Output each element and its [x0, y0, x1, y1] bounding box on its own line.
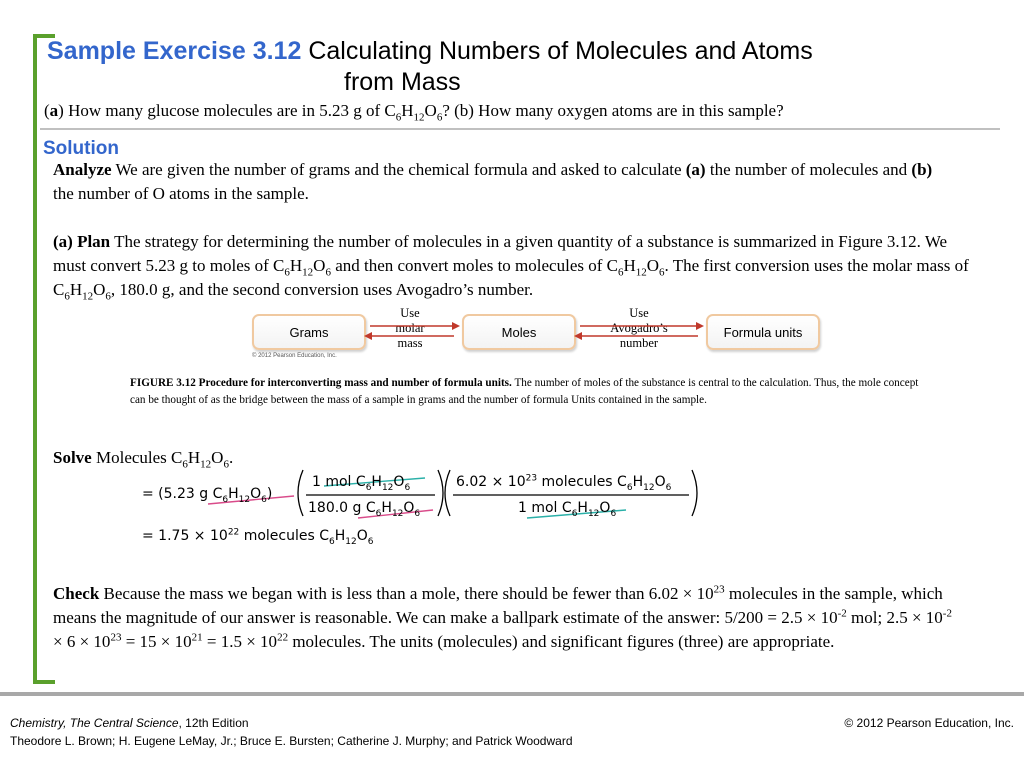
footer-book — [10, 716, 249, 730]
solution-equation — [142, 466, 722, 556]
solution-heading: Solution — [43, 138, 119, 159]
footer-edition: , 12th Edition — [178, 716, 249, 730]
paren-left-1 — [298, 470, 303, 516]
footer-authors: Theodore L. Brown; H. Eugene LeMay, Jr.; Bruce E. Bursten; Catherine J. Murphy; and Patrick Woodward — [10, 734, 573, 748]
arrow-head-left-2 — [574, 332, 582, 340]
figure-caption — [130, 375, 920, 409]
eq-denominator-1: 180.0 g $C_6H_{12}O_6$ — [308, 500, 421, 519]
footer-divider — [0, 692, 1024, 696]
analyze-paragraph: Analyze We are given the number of grams and the chemical formula and asked to calculate (a) the number of molecules and (b) the number of O atoms in the sample. — [53, 160, 933, 203]
solve-label: Solve — [53, 448, 92, 467]
arrow-head-right-2 — [696, 322, 704, 330]
question: (a) How many glucose molecules are in 5.23 g of $C_6H_{12}O_6$? (b) How many oxygen atoms are in this sample? — [44, 101, 784, 124]
divider — [40, 128, 1000, 130]
eq-numerator-1: 1 mol $C_6H_{12}O_6$ — [312, 474, 411, 493]
solve-line: Solve Molecules $C_6H_{12}O_6$. — [53, 448, 234, 471]
analyze-label: Analyze — [53, 160, 112, 179]
check-paragraph: Check Because the mass we began with is less than a mole, there should be fewer than $6.02 \times 10^{23}$ molecules in the sample, which means the magnitude of our answer is reasonable. We can make a ballpark estimate of the answer: $5/200 = 2.5 \times 10^{-2}$ mol; $2.5 \times 10^{-2} \times 6 \times 10^{23} = 15 \times 10^{21} = 1.5 \times 10^{22}$ molecules. The units (molecules) and significant figures (three) are appropriate. — [53, 583, 952, 651]
paren-left-2 — [445, 470, 450, 516]
question-text-2: ? (b) How many oxygen atoms are in this sample? — [442, 101, 784, 120]
use-avogadro-label: Use Avogadro’s number — [610, 306, 668, 350]
caption-bold: FIGURE 3.12 Procedure for interconverting mass and number of formula units. — [130, 377, 512, 389]
formula-units-box: Formula units — [706, 314, 820, 350]
check-label: Check — [53, 584, 100, 603]
use-molar-mass-label: Use molar mass — [395, 306, 425, 350]
caption-text: The number of moles of the substance is central to the calculation. Thus, the mole concept can be thought of as the bridge between the mass of a sample in grams and the number of formula Units contained in the sample. — [130, 377, 919, 406]
arrow-head-left-1 — [364, 332, 372, 340]
eq-line1-lhs: = (5.23 g $C_6H_{12}O_6$) — [142, 486, 273, 505]
slide-bracket-bottom — [33, 680, 55, 684]
title-rest-line2: from Mass — [344, 68, 461, 96]
paren-right-1 — [438, 470, 443, 516]
title-rest-line1: Calculating Numbers of Molecules and Atoms — [308, 37, 813, 65]
plan-paragraph: (a) Plan The strategy for determining the number of molecules in a given quantity of a substance is summarized in Figure 3.12. We must convert 5.23 g to moles of $C_6H_{12}O_6$ and then convert moles to molecules of $C_6H_{12}O_6$. The first conversion uses the molar mass of $C_6H_{12}O_6$, 180.0 g, and the second conversion uses Avogadro’s number. — [53, 232, 969, 303]
question-text-1: How many glucose molecules are in 5.23 g of C — [68, 101, 396, 120]
glucose-formula: $_6H_{12}O_6$ — [395, 101, 443, 124]
footer-book-title: Chemistry, The Central Science — [10, 716, 179, 730]
footer-copyright: © 2012 Pearson Education, Inc. — [844, 716, 1014, 730]
arrow-head-right-1 — [452, 322, 460, 330]
figure-copyright: © 2012 Pearson Education, Inc. — [252, 353, 337, 359]
question-a-label: a — [49, 101, 59, 120]
plan-label: (a) Plan — [53, 232, 111, 251]
moles-box: Moles — [462, 314, 576, 350]
eq-numerator-2: $6.02 \times 10^{23}$ molecules $C_6H_{12}O_6$ — [456, 473, 672, 493]
paren-right-2 — [692, 470, 697, 516]
title-lead: Sample Exercise 3.12 — [47, 37, 302, 65]
grams-box: Grams — [252, 314, 366, 350]
conversion-flow-diagram — [240, 306, 830, 366]
eq-denominator-2: 1 mol $C_6H_{12}O_6$ — [518, 500, 617, 519]
slide-title — [47, 36, 947, 96]
slide-bracket — [33, 34, 37, 684]
eq-line2-result: = $1.75 \times 10^{22}$ molecules $C_6H_{12}O_6$ — [142, 527, 374, 547]
